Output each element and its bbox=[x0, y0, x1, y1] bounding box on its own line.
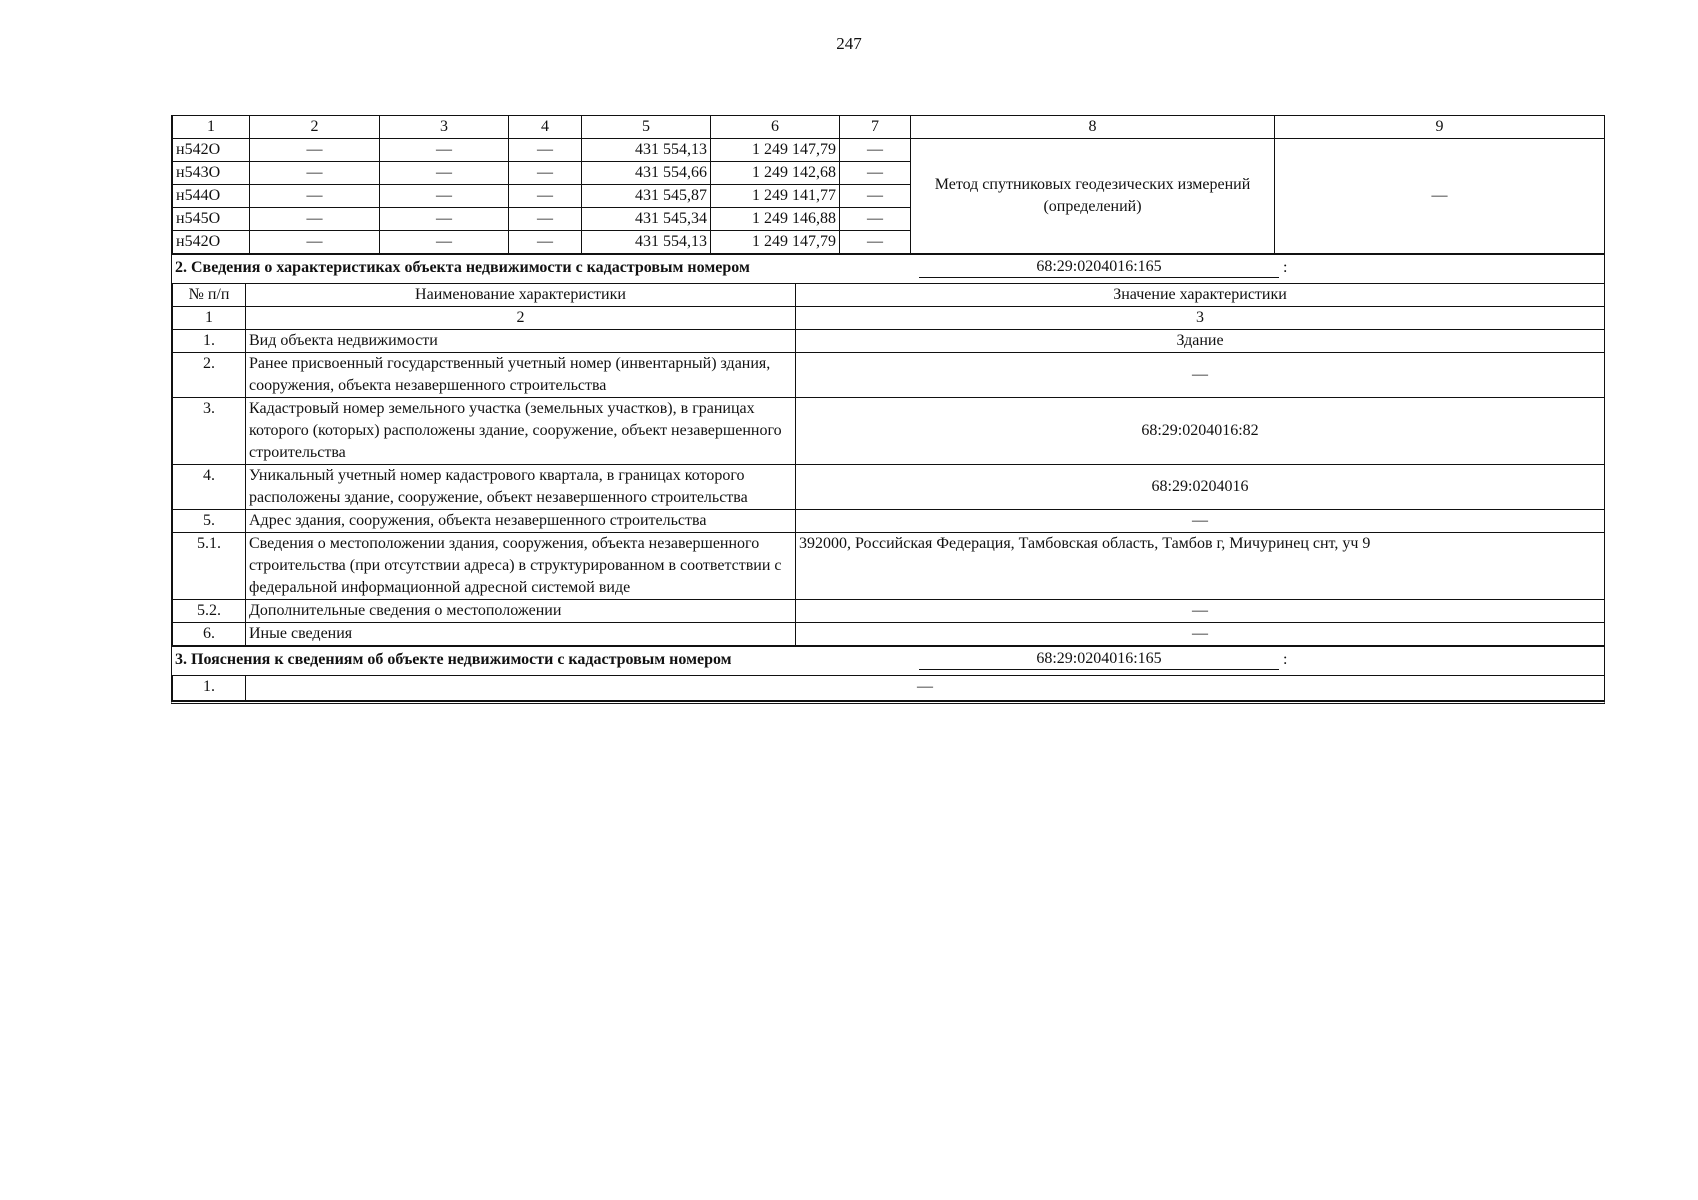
table-cell: — bbox=[509, 208, 582, 231]
point-name: н545О bbox=[173, 208, 250, 231]
row-number: 5.1. bbox=[173, 533, 246, 600]
characteristic-value: 68:29:0204016 bbox=[796, 465, 1605, 510]
point-name: н542О bbox=[173, 231, 250, 254]
coords-header-cell: 1 bbox=[173, 116, 250, 139]
characteristic-value: — bbox=[796, 623, 1605, 646]
characteristic-name: Иные сведения bbox=[246, 623, 796, 646]
coords-header-row bbox=[173, 116, 1605, 139]
point-name: н544О bbox=[173, 185, 250, 208]
table-cell: — bbox=[380, 231, 509, 254]
section-2-title: 2. Сведения о характеристиках объекта недвижимости с кадастровым номером bbox=[175, 259, 750, 276]
chars-header-cell: Значение характеристики bbox=[796, 284, 1605, 307]
table-row bbox=[173, 353, 1605, 398]
coord-y: 1 249 141,77 bbox=[711, 185, 840, 208]
table-row bbox=[173, 330, 1605, 353]
coords-header-cell: 2 bbox=[250, 116, 380, 139]
coords-header-cell: 6 bbox=[711, 116, 840, 139]
row-number: 1. bbox=[173, 330, 246, 353]
coord-x: 431 554,13 bbox=[582, 139, 711, 162]
point-name: н543О bbox=[173, 162, 250, 185]
table-row bbox=[173, 510, 1605, 533]
row-number: 3. bbox=[173, 398, 246, 465]
coord-x: 431 554,13 bbox=[582, 231, 711, 254]
coord-x: 431 554,66 bbox=[582, 162, 711, 185]
section-3-colon: : bbox=[1283, 651, 1288, 668]
table-cell: — bbox=[250, 185, 380, 208]
table-row bbox=[173, 139, 1605, 162]
characteristic-name: Сведения о местоположении здания, сооружения, объекта незавершенного строительства (при отсутствии адреса) в структурированном в соответствии с федеральной информационной адресной системой виде bbox=[246, 533, 796, 600]
coord-y: 1 249 147,79 bbox=[711, 231, 840, 254]
table-cell: — bbox=[380, 139, 509, 162]
table-cell: — bbox=[380, 162, 509, 185]
table-cell: — bbox=[509, 185, 582, 208]
section-3-cadastral-number: 68:29:0204016:165 bbox=[919, 649, 1279, 670]
table-row bbox=[173, 533, 1605, 600]
point-name: н542О bbox=[173, 139, 250, 162]
characteristic-name: Уникальный учетный номер кадастрового квартала, в границах которого расположены здание, сооружение, объект незавершенного строительства bbox=[246, 465, 796, 510]
characteristic-value: Здание bbox=[796, 330, 1605, 353]
table-cell: — bbox=[840, 139, 911, 162]
notes-table bbox=[172, 676, 1605, 701]
table-cell: — bbox=[509, 162, 582, 185]
page-number: 247 bbox=[836, 34, 862, 53]
characteristics-table bbox=[172, 284, 1605, 646]
characteristic-value: — bbox=[796, 510, 1605, 533]
table-row bbox=[173, 398, 1605, 465]
characteristic-name: Кадастровый номер земельного участка (земельных участков), в границах которого (которых) расположены здание, сооружение, объект незавершенного строительства bbox=[246, 398, 796, 465]
chars-colnum-row bbox=[173, 307, 1605, 330]
characteristic-value: 68:29:0204016:82 bbox=[796, 398, 1605, 465]
coords-header-cell: 3 bbox=[380, 116, 509, 139]
characteristic-name: Дополнительные сведения о местоположении bbox=[246, 600, 796, 623]
chars-header-row bbox=[173, 284, 1605, 307]
coords-header-cell: 7 bbox=[840, 116, 911, 139]
table-cell: — bbox=[380, 208, 509, 231]
coord-x: 431 545,87 bbox=[582, 185, 711, 208]
characteristic-value: — bbox=[796, 353, 1605, 398]
table-row bbox=[173, 676, 1605, 701]
row-number: 1. bbox=[173, 676, 246, 701]
row-number: 2. bbox=[173, 353, 246, 398]
coords-header-cell: 5 bbox=[582, 116, 711, 139]
table-cell: — bbox=[250, 231, 380, 254]
col9-cell: — bbox=[1275, 139, 1605, 254]
table-row bbox=[173, 465, 1605, 510]
table-cell: — bbox=[380, 185, 509, 208]
document-table bbox=[171, 115, 1605, 704]
coord-x: 431 545,34 bbox=[582, 208, 711, 231]
section-3-header bbox=[172, 646, 1604, 676]
chars-header-cell: № п/п bbox=[173, 284, 246, 307]
coord-y: 1 249 146,88 bbox=[711, 208, 840, 231]
table-row bbox=[173, 623, 1605, 646]
table-cell: — bbox=[840, 185, 911, 208]
characteristic-name: Ранее присвоенный государственный учетный номер (инвентарный) здания, сооружения, объекта незавершенного строительства bbox=[246, 353, 796, 398]
table-cell: — bbox=[840, 208, 911, 231]
section-3-title: 3. Пояснения к сведениям об объекте недвижимости с кадастровым номером bbox=[175, 651, 732, 668]
characteristic-name: Вид объекта недвижимости bbox=[246, 330, 796, 353]
colnum-cell: 3 bbox=[796, 307, 1605, 330]
row-number: 5. bbox=[173, 510, 246, 533]
characteristic-value: — bbox=[796, 600, 1605, 623]
table-cell: — bbox=[509, 139, 582, 162]
section-2-colon: : bbox=[1283, 259, 1288, 276]
coord-y: 1 249 147,79 bbox=[711, 139, 840, 162]
table-cell: — bbox=[840, 162, 911, 185]
table-row bbox=[173, 600, 1605, 623]
table-cell: — bbox=[840, 231, 911, 254]
table-cell: — bbox=[250, 208, 380, 231]
colnum-cell: 2 bbox=[246, 307, 796, 330]
row-number: 6. bbox=[173, 623, 246, 646]
coords-header-cell: 4 bbox=[509, 116, 582, 139]
colnum-cell: 1 bbox=[173, 307, 246, 330]
row-number: 4. bbox=[173, 465, 246, 510]
table-cell: — bbox=[509, 231, 582, 254]
table-cell: — bbox=[250, 139, 380, 162]
coords-header-cell: 8 bbox=[911, 116, 1275, 139]
characteristic-name: Адрес здания, сооружения, объекта незавершенного строительства bbox=[246, 510, 796, 533]
coords-header-cell: 9 bbox=[1275, 116, 1605, 139]
section-2-header bbox=[172, 254, 1604, 284]
table-cell: — bbox=[250, 162, 380, 185]
section-2-cadastral-number: 68:29:0204016:165 bbox=[919, 257, 1279, 278]
chars-header-cell: Наименование характеристики bbox=[246, 284, 796, 307]
coordinates-table bbox=[172, 116, 1605, 254]
characteristic-value: 392000, Российская Федерация, Тамбовская область, Тамбов г, Мичуринец снт, уч 9 bbox=[796, 533, 1605, 600]
coord-y: 1 249 142,68 bbox=[711, 162, 840, 185]
method-cell: Метод спутниковых геодезических измерений (определений) bbox=[911, 139, 1275, 254]
row-number: 5.2. bbox=[173, 600, 246, 623]
note-value: — bbox=[246, 676, 1605, 701]
